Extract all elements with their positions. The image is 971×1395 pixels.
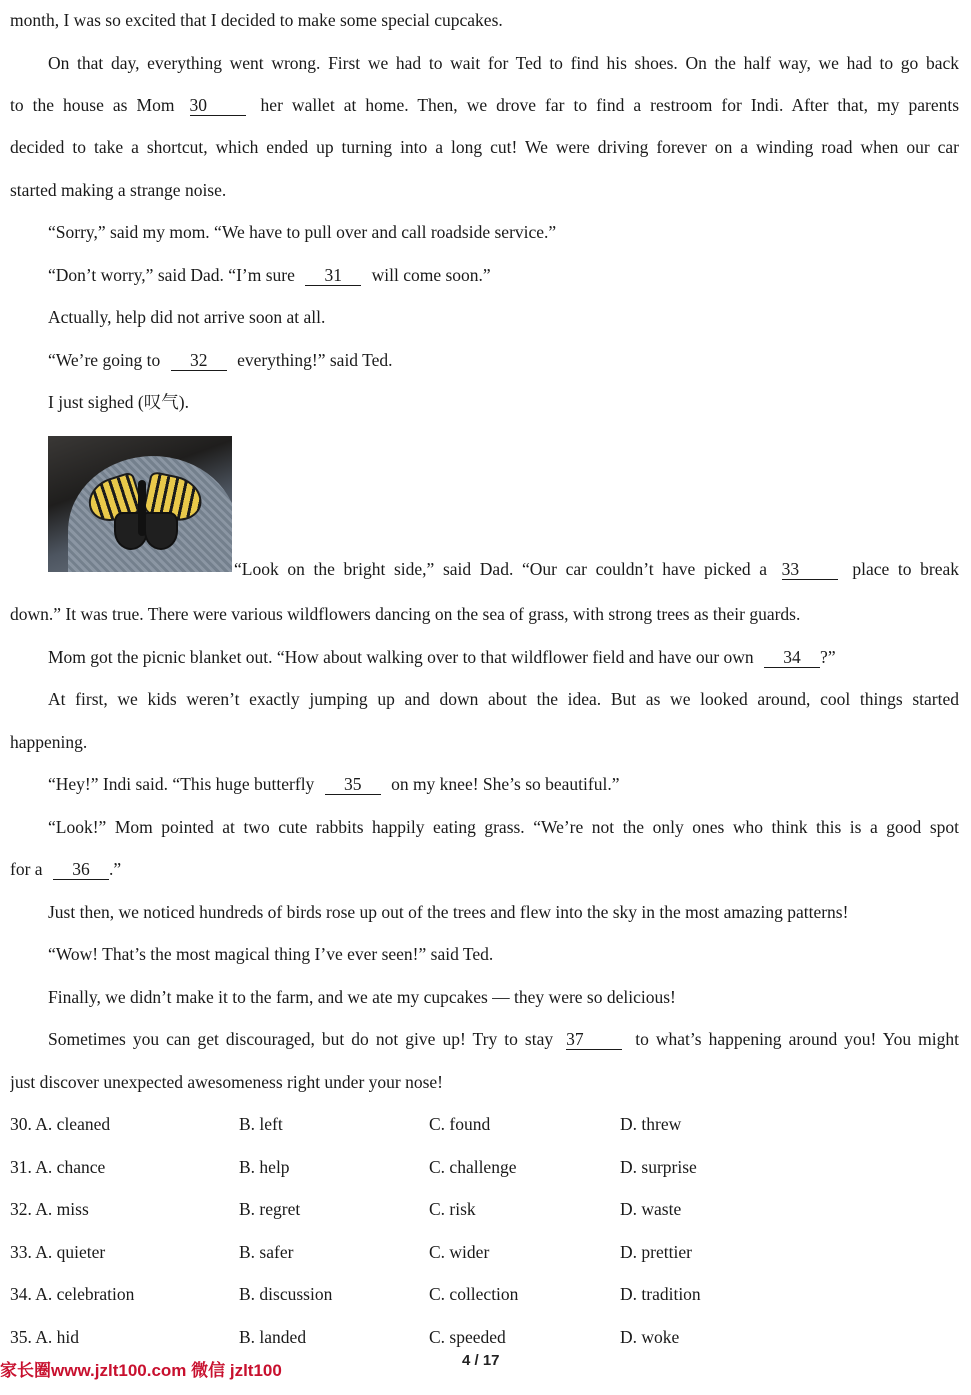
text-line	[10, 93, 959, 117]
blank-30: 30	[190, 95, 246, 116]
text: “Hey!” Indi said. “This huge butterfly	[48, 774, 315, 794]
text-line	[10, 1070, 959, 1094]
text: “Look on the bright side,” said Dad. “Our car couldn’t have picked a	[234, 559, 768, 579]
text: Just then, we noticed hundreds of birds rose up out of the trees and flew into the sky in the most amazing patterns!	[48, 902, 849, 922]
text: for a	[10, 859, 43, 879]
option-32-d: D. waste	[620, 1199, 682, 1219]
blank-36: 36	[53, 859, 109, 880]
text-line	[48, 815, 959, 839]
blank-32: 32	[171, 350, 227, 371]
blank-31: 31	[305, 265, 361, 286]
option-30-c: C. found	[429, 1114, 491, 1134]
text: her wallet at home. Then, we drove far to find a restroom for Indi. After that, my parents	[260, 95, 959, 115]
watermark-text: 家长圈www.jzlt100.com 微信 jzlt100	[0, 1361, 282, 1380]
text: “Don’t worry,” said Dad. “I’m sure	[48, 265, 295, 285]
text-line	[48, 772, 959, 796]
text: started making a strange noise.	[10, 180, 227, 200]
text: “Sorry,” said my mom. “We have to pull over and call roadside service.”	[48, 222, 557, 242]
text: down.” It was true. There were various wildflowers dancing on the sea of grass, with strong trees as their guards.	[10, 604, 801, 624]
text: place to break	[852, 559, 959, 579]
option-32-a: 32. A. miss	[10, 1199, 89, 1219]
text: everything!” said Ted.	[237, 350, 393, 370]
blank-34: 34	[764, 647, 820, 668]
butterfly-body	[138, 480, 146, 536]
text: will come soon.”	[371, 265, 491, 285]
butterfly-wing	[144, 512, 178, 550]
text-line	[48, 348, 959, 372]
text-line	[10, 178, 959, 202]
option-30-a: 30. A. cleaned	[10, 1114, 111, 1134]
option-34-d: D. tradition	[620, 1284, 701, 1304]
blank-37: 37	[566, 1029, 622, 1050]
option-32-b: B. regret	[239, 1199, 301, 1219]
option-35-a: 35. A. hid	[10, 1327, 80, 1347]
option-34-b: B. discussion	[239, 1284, 333, 1304]
text-line	[48, 305, 959, 329]
option-35-b: B. landed	[239, 1327, 307, 1347]
text-line	[48, 942, 959, 966]
text: I just sighed (叹气).	[48, 392, 189, 412]
option-35-c: C. speeded	[429, 1327, 506, 1347]
text: just discover unexpected awesomeness right under your nose!	[10, 1072, 444, 1092]
text-line	[48, 51, 959, 75]
text: “Wow! That’s the most magical thing I’ve ever seen!” said Ted.	[48, 944, 494, 964]
text-line	[48, 985, 959, 1009]
text: decided to take a shortcut, which ended up turning into a long cut! We were driving forever on a winding road when our car	[10, 137, 959, 157]
text: month, I was so excited that I decided to make some special cupcakes.	[10, 10, 503, 30]
page-number: 4 / 17	[462, 1352, 500, 1369]
text-line	[10, 135, 959, 159]
option-32-c: C. risk	[429, 1199, 476, 1219]
text: on my knee! She’s so beautiful.”	[391, 774, 620, 794]
text: Mom got the picnic blanket out. “How about walking over to that wildflower field and have our own	[48, 647, 754, 667]
text: ?”	[820, 647, 836, 667]
option-33-a: 33. A. quieter	[10, 1242, 106, 1262]
option-33-c: C. wider	[429, 1242, 490, 1262]
text: On that day, everything went wrong. First we had to wait for Ted to find his shoes. On the half way, we had to go back	[48, 53, 959, 73]
text: .”	[108, 859, 122, 879]
text-line	[48, 687, 959, 711]
text: Actually, help did not arrive soon at all.	[48, 307, 326, 327]
blank-35: 35	[325, 774, 381, 795]
option-31-a: 31. A. chance	[10, 1157, 106, 1177]
text: “We’re going to	[48, 350, 161, 370]
option-31-c: C. challenge	[429, 1157, 517, 1177]
option-30-b: B. left	[239, 1114, 283, 1134]
text-line	[10, 602, 959, 626]
option-30-d: D. threw	[620, 1114, 682, 1134]
text-line	[10, 8, 959, 32]
text: happening.	[10, 732, 88, 752]
option-34-a: 34. A. celebration	[10, 1284, 135, 1304]
option-33-d: D. prettier	[620, 1242, 692, 1262]
option-31-b: B. help	[239, 1157, 290, 1177]
text-line	[48, 1027, 959, 1051]
butterfly-photo	[48, 436, 232, 572]
text-line	[48, 390, 959, 414]
option-35-d: D. woke	[620, 1327, 680, 1347]
blank-33: 33	[782, 559, 838, 580]
text: to the house as Mom	[10, 95, 175, 115]
text-line	[234, 557, 959, 581]
text: Finally, we didn’t make it to the farm, and we ate my cupcakes — they were so delicious!	[48, 987, 676, 1007]
text-line	[48, 220, 959, 244]
text: to what’s happening around you! You might	[635, 1029, 959, 1049]
text-line	[48, 263, 959, 287]
text: Sometimes you can get discouraged, but do not give up! Try to stay	[48, 1029, 554, 1049]
text: At first, we kids weren’t exactly jumping up and down about the idea. But as we looked around, cool things started	[48, 689, 959, 709]
text-line	[10, 857, 959, 881]
text-line	[48, 900, 959, 924]
text: “Look!” Mom pointed at two cute rabbits happily eating grass. “We’re not the only ones who think this is a good spot	[48, 817, 959, 837]
text-line	[48, 645, 959, 669]
option-33-b: B. safer	[239, 1242, 294, 1262]
text-line	[10, 730, 959, 754]
option-31-d: D. surprise	[620, 1157, 697, 1177]
option-34-c: C. collection	[429, 1284, 519, 1304]
